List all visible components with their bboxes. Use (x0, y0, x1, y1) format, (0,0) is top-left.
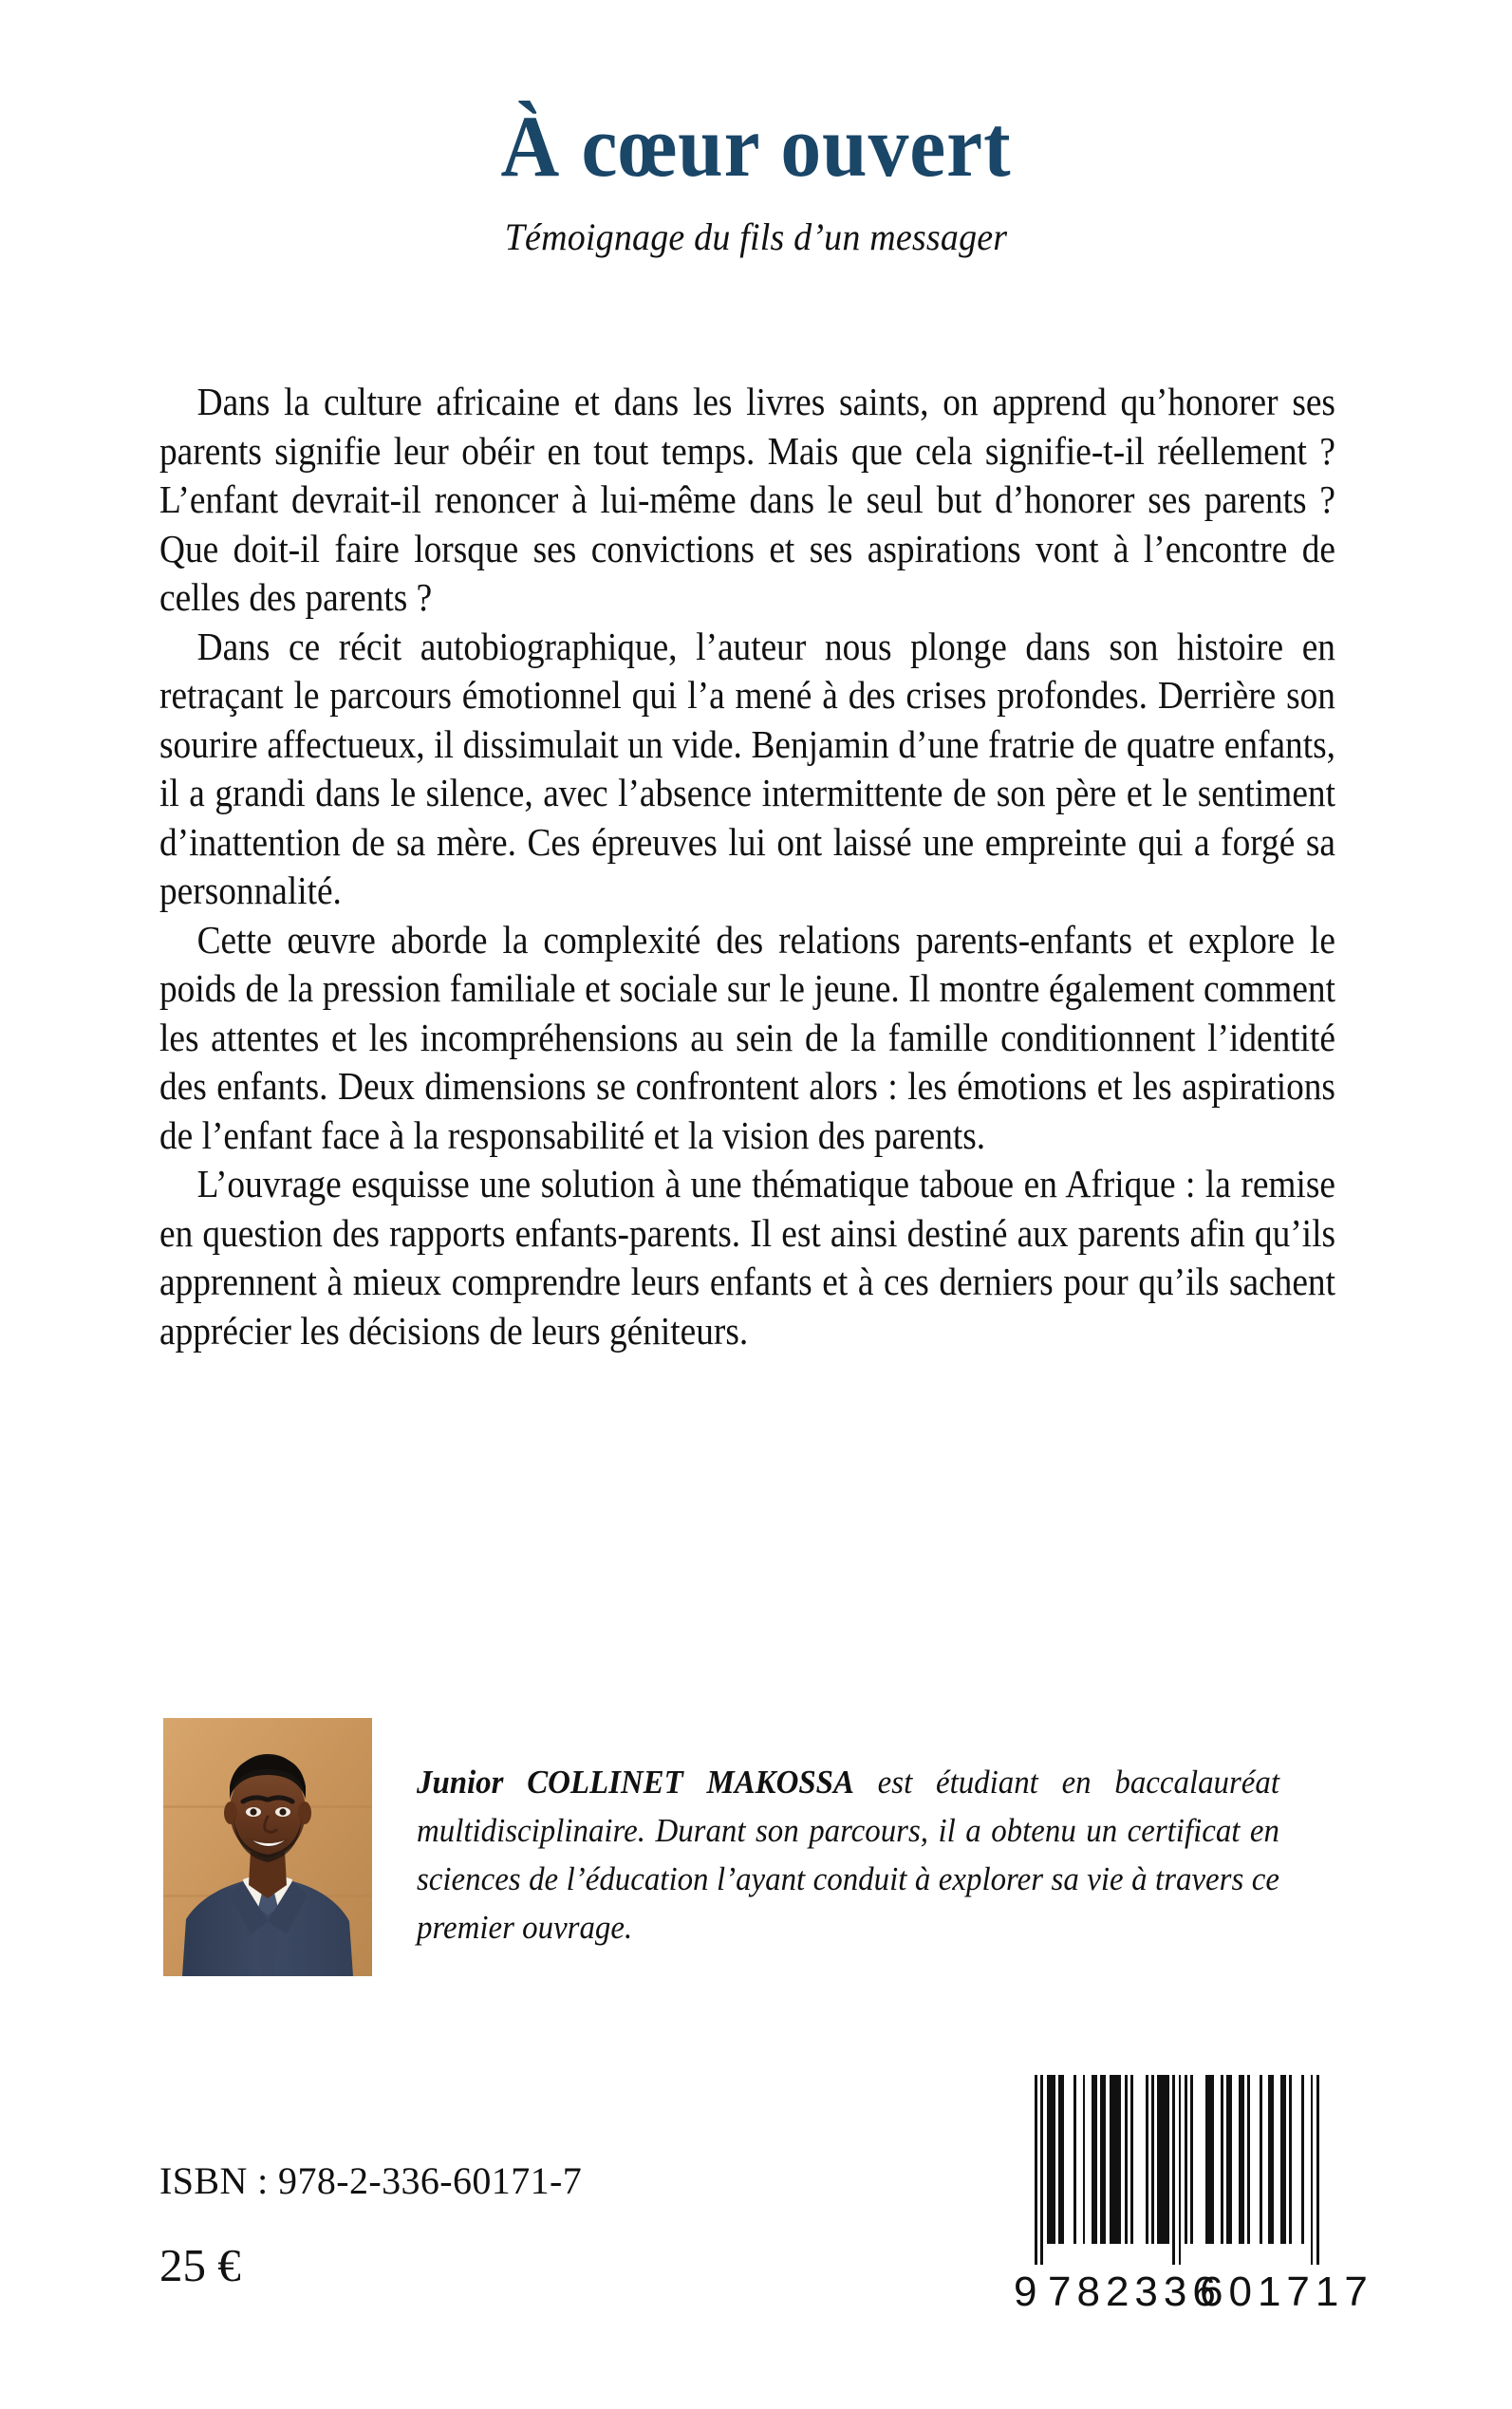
author-bio-text (417, 1718, 1279, 1951)
barcode-bar (1073, 2075, 1076, 2244)
barcode-left-group: 782336 (1048, 2269, 1222, 2315)
blurb-paragraph: L’ouvrage esquisse une solution à une thématique taboue en Afrique : la remise en question des rapports enfants-parents. Il est ainsi destiné aux parents afin qu’ils apprennent à mieux comprendre leurs enfants et à ces derniers pour qu’ils sachent apprécier les décisions de leurs géniteurs. (159, 1162, 1335, 1353)
page-title: À cœur ouvert (500, 98, 1012, 195)
author-bio (163, 1718, 1335, 1976)
blurb-text (159, 378, 1335, 1355)
barcode-bar (1260, 2075, 1262, 2244)
barcode-bar (1190, 2075, 1193, 2244)
barcode-bar (1157, 2075, 1168, 2244)
barcode-bar (1110, 2075, 1121, 2244)
barcode-bar (1226, 2075, 1232, 2244)
barcode-bar (1221, 2075, 1223, 2244)
author-photo (163, 1718, 372, 1976)
barcode-bar (1247, 2075, 1250, 2244)
isbn-label: ISBN : 978-2-336-60171-7 (159, 2159, 583, 2202)
barcode-bar (1035, 2075, 1037, 2265)
barcode-bar (1289, 2075, 1292, 2244)
blurb-paragraph: Cette œuvre aborde la complexité des relations parents-enfants et explore le poids de la pression familiale et sociale sur le jeune. Il montre également comment les attentes et les incompréhensions au sein de la famille conditionnent l’identité des enfants. Deux dimensions se confrontent alors : les émotions et les aspirations de l’enfant face à la responsabilité et la vision des parents. (159, 917, 1335, 1157)
barcode-bar (1280, 2075, 1286, 2244)
barcode-digits (1014, 2267, 1373, 2316)
barcode-bar (1047, 2075, 1055, 2244)
barcode-bar (1083, 2075, 1086, 2244)
barcode-bar (1311, 2075, 1314, 2265)
barcode-bar (1301, 2075, 1304, 2244)
author-portrait-icon (163, 1718, 372, 1976)
barcode (1014, 2075, 1373, 2315)
barcode-bar (1058, 2075, 1064, 2244)
author-name: Junior COLLINET MAKOSSA (417, 1764, 854, 1801)
title-block (0, 98, 1512, 259)
barcode-lead-digit: 9 (1014, 2269, 1038, 2315)
barcode-bar (1100, 2075, 1106, 2244)
barcode-bar (1040, 2075, 1043, 2265)
barcode-bar (1179, 2075, 1182, 2265)
barcode-bar (1268, 2075, 1274, 2244)
barcode-bar (1316, 2075, 1319, 2265)
barcode-bar (1172, 2075, 1175, 2265)
blurb-paragraph: Dans ce récit autobiographique, l’auteur nous plonge dans son histoire en retraçant le parcours émotionnel qui l’a mené à des crises profondes. Derrière son sourire affectueux, il dissimulait un vide. Benjamin d’une fratrie de quatre enfants, il a grandi dans le silence, avec l’absence intermittente de son père et le sentiment d’inattention de sa mère. Ces épreuves lui ont laissé une empreinte qui a forgé sa personnalité. (159, 624, 1335, 912)
barcode-bar (1205, 2075, 1214, 2244)
barcode-bar (1146, 2075, 1148, 2244)
barcode-bar (1130, 2075, 1133, 2244)
barcode-bar (1151, 2075, 1154, 2244)
blurb-paragraph: Dans la culture africaine et dans les livres saints, on apprend qu’honorer ses parents signifie leur obéir en tout temps. Mais que cela signifie-t-il réellement ? L’enfant devrait-il renoncer à lui-même dans le seul but d’honorer ses parents ? Que doit-il faire lorsque ses convictions et ses aspirations vont à l’encontre de celles des parents ? (159, 380, 1335, 619)
barcode-right-group: 601717 (1200, 2269, 1373, 2315)
barcode-bar (1239, 2075, 1244, 2244)
page-subtitle: Témoignage du fils d’un messager (504, 215, 1008, 258)
barcode-bar (1125, 2075, 1128, 2244)
author-bio-rest: est étudiant en baccalauréat multidisciplinaire. Durant son parcours, il a obtenu un certificat en sciences de l’éducation l’ayant conduit à explorer sa vie à travers ce premier ouvrage. (417, 1764, 1279, 1946)
barcode-bar (1092, 2075, 1097, 2244)
barcode-bar (1185, 2075, 1187, 2244)
price-label: 25 € (159, 2239, 241, 2291)
